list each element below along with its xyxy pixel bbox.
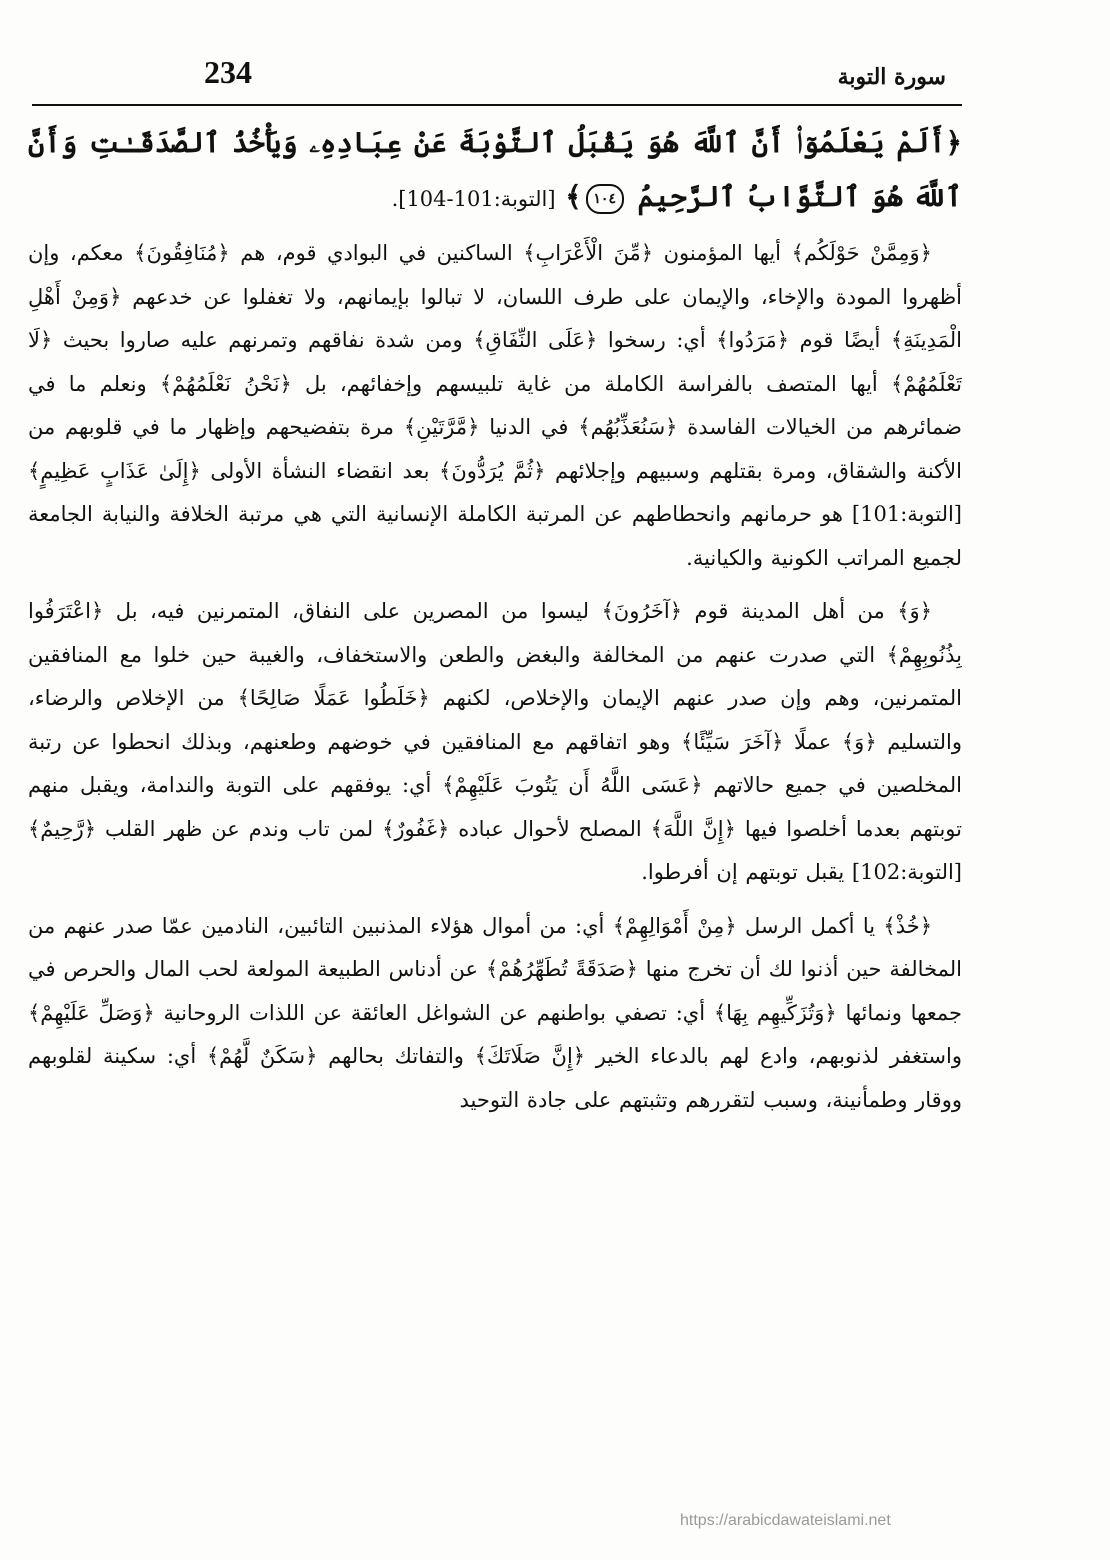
page-body [28,116,962,1516]
surah-title: سورة التوبة [837,64,946,90]
page-header [32,52,962,106]
tafsir-paragraph-1: ﴿وَمِمَّنْ حَوْلَكُم﴾ أيها المؤمنون ﴿مِّنَ الْأَعْرَابِ﴾ الساكنين في البوادي قوم، هم ﴿مُنَافِقُونَ﴾ معكم، وإن أظهروا المودة والإخاء، والإيمان على طرف اللسان، لا تبالوا بإيمانهم، ولا تغفلوا عن خدعهم ﴿وَمِنْ أَهْلِ الْمَدِينَةِ﴾ أيضًا قوم ﴿مَرَدُوا﴾ أي: رسخوا ﴿عَلَى النِّفَاقِ﴾ ومن شدة نفاقهم وتمرنهم عليه صاروا بحيث ﴿لَا تَعْلَمُهُمْ﴾ أيها المتصف بالفراسة الكاملة من غاية تلبيسهم وإخفائهم، بل ﴿نَحْنُ نَعْلَمُهُمْ﴾ ونعلم ما في ضمائرهم من الخيالات الفاسدة ﴿سَنُعَذِّبُهُم﴾ في الدنيا ﴿مَّرَّتَيْنِ﴾ مرة بتفضيحهم وإظهار ما في قلوبهم من الأكنة والشقاق، ومرة بقتلهم وسبيهم وإجلائهم ﴿ثُمَّ يُرَدُّونَ﴾ بعد انقضاء النشأة الأولى ﴿إِلَىٰ عَذَابٍ عَظِيمٍ﴾ [التوبة:101] هو حرمانهم وانحطاطهم عن المرتبة الكاملة الإنسانية التي هي مرتبة الخلافة والنيابة الجامعة لجميع المراتب الكونية والكيانية. [28,241,962,570]
verse-text: ﴿أَلَمْ يَعْلَمُوٓا۟ أَنَّ ٱللَّهَ هُوَ يَقْبَلُ ٱلتَّوْبَةَ عَنْ عِبَادِهِۦ وَيَأْخُذُ ٱلصَّدَقَـٰتِ وَأَنَّ ٱللَّهَ هُوَ ٱلتَّوَّابُ ٱلرَّحِيمُ [28,126,962,213]
watermark-url: https://arabicdawateislami.net [680,1512,891,1529]
verse-reference: [التوبة:101-104]. [391,187,556,211]
tafsir-paragraph-3: ﴿خُذْ﴾ يا أكمل الرسل ﴿مِنْ أَمْوَالِهِمْ﴾ أي: من أموال هؤلاء المذنبين التائبين، النادمين عمّا صدر عنهم من المخالفة حين أذنوا لك أن تخرج منها ﴿صَدَقَةً تُطَهِّرُهُمْ﴾ عن أدناس الطبيعة المولعة لحب المال والحرص في جمعها ونمائها ﴿وَتُزَكِّيهِم بِهَا﴾ أي: تصفي بواطنهم عن الشواغل العائقة عن اللذات الروحانية ﴿وَصَلِّ عَلَيْهِمْ﴾ واستغفر لذنوبهم، وادع لهم بالدعاء الخير ﴿إِنَّ صَلَاتَكَ﴾ والتفاتك بحالهم ﴿سَكَنٌ لَّهُمْ﴾ أي: سكينة لقلوبهم ووقار وطمأنينة، وسبب لتقررهم وتثبتهم على جادة التوحيد [28,913,962,1112]
verse-close-bracket: ﴾ [565,180,582,213]
ayah-number-marker: ١٠٤ [586,184,624,214]
tafsir-paragraph-2: ﴿وَ﴾ من أهل المدينة قوم ﴿آخَرُونَ﴾ ليسوا من المصرين على النفاق، المتمرنين فيه، بل ﴿اعْتَرَفُوا بِذُنُوبِهِمْ﴾ التي صدرت عنهم من المخالفة والبغض والطعن والاستخفاف، والغيبة حين خلوا مع المنافقين المتمرنين، وهم وإن صدر عنهم الإيمان والإخلاص، لكنهم ﴿خَلَطُوا عَمَلًا صَالِحًا﴾ من الإخلاص والرضاء، والتسليم ﴿وَ﴾ عملًا ﴿آخَرَ سَيِّئًا﴾ وهو اتفاقهم مع المنافقين في خوضهم وطعنهم، وبذلك انحطوا عن رتبة المخلصين في جميع حالاتهم ﴿عَسَى اللَّهُ أَن يَتُوبَ عَلَيْهِمْ﴾ أي: يوفقهم على التوبة والندامة، ويقبل منهم توبتهم بعدما أخلصوا فيها ﴿إِنَّ اللَّهَ﴾ المصلح لأحوال عباده ﴿غَفُورٌ﴾ لمن تاب وندم عن ظهر القلب ﴿رَّحِيمٌ﴾ [التوبة:102] يقبل توبتهم إن أفرطوا. [28,599,962,884]
quran-verse [28,116,962,226]
page-number: 234 [204,54,252,90]
